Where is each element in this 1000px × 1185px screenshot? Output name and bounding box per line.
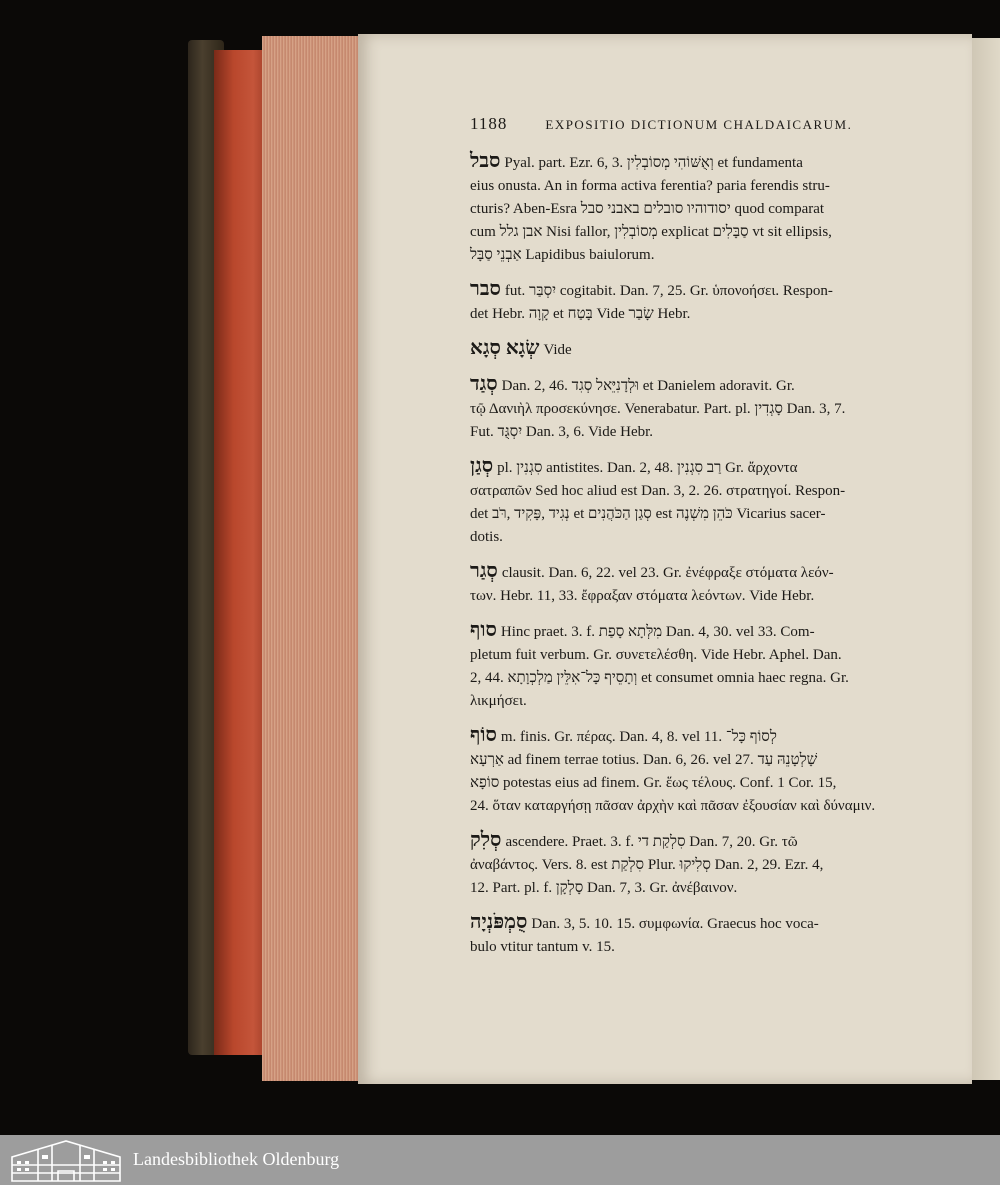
entry-headword: סֻמְפֹּנְיָה	[470, 911, 528, 933]
dictionary-entry	[470, 829, 948, 900]
entry-headword: סְגַד	[470, 373, 498, 395]
entry-text: ἀναβάντος. Vers. 8. est סִלְקַת Plur. סְלִיקוּ Dan. 2, 29. Ezr. 4,	[470, 857, 824, 873]
entry-text: Fut. יִסְגֻּד Dan. 3, 6. Vide Hebr.	[470, 424, 654, 440]
footer-bar	[0, 1135, 1000, 1185]
entry-line	[470, 150, 948, 175]
entry-text: fut. יִסְבַּר cogitabit. Dan. 7, 25. Gr. ὑπονοήσει. Respon-	[504, 283, 833, 299]
entry-text: τῷ Δανιὴλ προσεκύνησε. Venerabatur. Part. pl. סָגְדִין Dan. 3, 7.	[470, 401, 846, 417]
entry-headword: סוף	[470, 619, 497, 641]
entry-line	[470, 221, 948, 244]
entry-text: Hinc praet. 3. f. מִלְּתָא סָפַת Dan. 4, 30. vel 33. Com-	[500, 624, 815, 640]
entry-line	[470, 911, 948, 936]
dictionary-entry	[470, 619, 948, 713]
dictionary-entry	[470, 337, 948, 362]
entry-line	[470, 644, 948, 667]
entry-text: אַבְנֵי סַבָּל Lapidibus baiulorum.	[470, 247, 655, 263]
entry-text: cum אבן גלל Nisi fallor, מְסוֹבְלִין explicat סַבָּלִים vt sit ellipsis,	[470, 224, 832, 240]
entry-headword: סְלִק	[470, 829, 502, 851]
entry-headword: סוֹף	[470, 724, 497, 746]
entry-headword: סבל	[470, 150, 501, 172]
entry-text: 12. Part. pl. f. סָלְקָן Dan. 7, 3. Gr. ἀνέβαινον.	[470, 880, 738, 896]
library-name: Landesbibliothek Oldenburg	[133, 1149, 340, 1169]
entry-line	[470, 854, 948, 877]
page-content	[470, 112, 948, 970]
entry-line	[470, 526, 948, 549]
page-header	[470, 112, 948, 136]
entry-line	[470, 480, 948, 503]
entry-text: det Hebr. קָוָה et בָּטַח Vide שָׂבַר Hebr.	[470, 306, 691, 322]
dictionary-entry	[470, 278, 948, 326]
entry-line	[470, 175, 948, 198]
entry-text: 2, 44. וְתָסֵיף כָּל־אִלֵּין מַלְכְוָתָא et consumet omnia haec regna. Gr.	[470, 670, 849, 686]
dictionary-entry	[470, 150, 948, 267]
dictionary-entry	[470, 911, 948, 959]
entry-text: m. finis. Gr. πέρας. Dan. 4, 8. vel 11. לְסוֹף כָּל־	[500, 729, 777, 745]
entry-line	[470, 198, 948, 221]
running-head: EXPOSITIO DICTIONUM CHALDAICARUM.	[545, 117, 853, 132]
entry-text: pletum fuit verbum. Gr. συνετελέσθη. Vide Hebr. Aphel. Dan.	[470, 647, 842, 663]
entry-text: אַרְעָא ad finem terrae totius. Dan. 6, 26. vel 27. שָׁלְטָנֵהּ עַד	[470, 752, 818, 768]
entry-text: των. Hebr. 11, 33. ἔφραξαν στόματα λεόντων. Vide Hebr.	[470, 588, 815, 604]
page-leaves	[262, 36, 372, 1081]
entry-line	[470, 560, 948, 585]
entry-text: dotis.	[470, 529, 503, 545]
entry-line	[470, 936, 948, 959]
entry-line	[470, 829, 948, 854]
page-number: 1188	[470, 114, 508, 133]
entry-text: clausit. Dan. 6, 22. vel 23. Gr. ἐνέφραξε στόματα λεόν-	[501, 565, 834, 581]
entry-headword: סְגַר	[470, 560, 498, 582]
entry-line	[470, 772, 948, 795]
dictionary-entry	[470, 455, 948, 549]
dictionary-entry	[470, 560, 948, 608]
entry-text: Pyal. part. Ezr. 6, 3. וְאֻשּׁוֹהִי מְסוֹבְלִין et fundamenta	[504, 155, 803, 171]
entry-line	[470, 795, 948, 818]
entry-line	[470, 337, 948, 362]
entry-text: ascendere. Praet. 3. f. סִלְקַת די Dan. 7, 20. Gr. τῶ	[505, 834, 798, 850]
entry-text: λικμήσει.	[470, 693, 527, 709]
entry-headword: שְׂגָא סְגָא	[470, 337, 540, 359]
dictionary-entry	[470, 373, 948, 444]
dictionary-entries	[470, 150, 948, 959]
entry-text: Vide	[543, 342, 572, 358]
entry-text: Dan. 2, 46. וּלְדָנִיֵּאל סְגִד et Danielem adoravit. Gr.	[501, 378, 795, 394]
entry-text: סוֹפָא potestas eius ad finem. Gr. ἕως τέλους. Conf. 1 Cor. 15,	[470, 775, 837, 791]
entry-text: Dan. 3, 5. 10. 15. συμφωνία. Graecus hoc voca-	[531, 916, 819, 932]
entry-text: σατραπῶν Sed hoc aliud est Dan. 3, 2. 26. στρατηγοί. Respon-	[470, 483, 846, 499]
entry-text: 24. ὅταν καταργήσῃ πᾶσαν ἀρχὴν καὶ πᾶσαν ἐξουσίαν καὶ δύναμιν.	[470, 798, 876, 814]
entry-text: pl. סִגְנִין antistites. Dan. 2, 48. רַב סִגְנִין Gr. ἄρχοντα	[497, 460, 798, 476]
entry-line	[470, 877, 948, 900]
entry-line	[470, 690, 948, 713]
entry-headword: סבר	[470, 278, 501, 300]
entry-line	[470, 503, 948, 526]
entry-line	[470, 303, 948, 326]
entry-line	[470, 398, 948, 421]
dictionary-entry	[470, 724, 948, 818]
entry-text: det נְגִיד ,פָּקִיד ,רֹּב et סְגַן הַכֹּהֲנִים est כֹּהֵן מִשְׁנֶה Vicarius sacer-	[470, 506, 826, 522]
entry-line	[470, 278, 948, 303]
entry-text: bulo vtitur tantum v. 15.	[470, 939, 615, 955]
entry-line	[470, 373, 948, 398]
library-building-logo	[8, 1137, 124, 1183]
entry-text: eius onusta. An in forma activa ferentia? paria ferendis stru-	[470, 178, 830, 194]
entry-line	[470, 585, 948, 608]
facing-page-edge	[972, 38, 1000, 1080]
entry-line	[470, 455, 948, 480]
entry-line	[470, 619, 948, 644]
entry-text: cturis? Aben-Esra יסודוהיו סובלים באבני סבל quod comparat	[470, 201, 825, 217]
entry-line	[470, 749, 948, 772]
entry-line	[470, 667, 948, 690]
entry-line	[470, 421, 948, 444]
entry-line	[470, 724, 948, 749]
entry-line	[470, 244, 948, 267]
entry-headword: סְגַן	[470, 455, 494, 477]
